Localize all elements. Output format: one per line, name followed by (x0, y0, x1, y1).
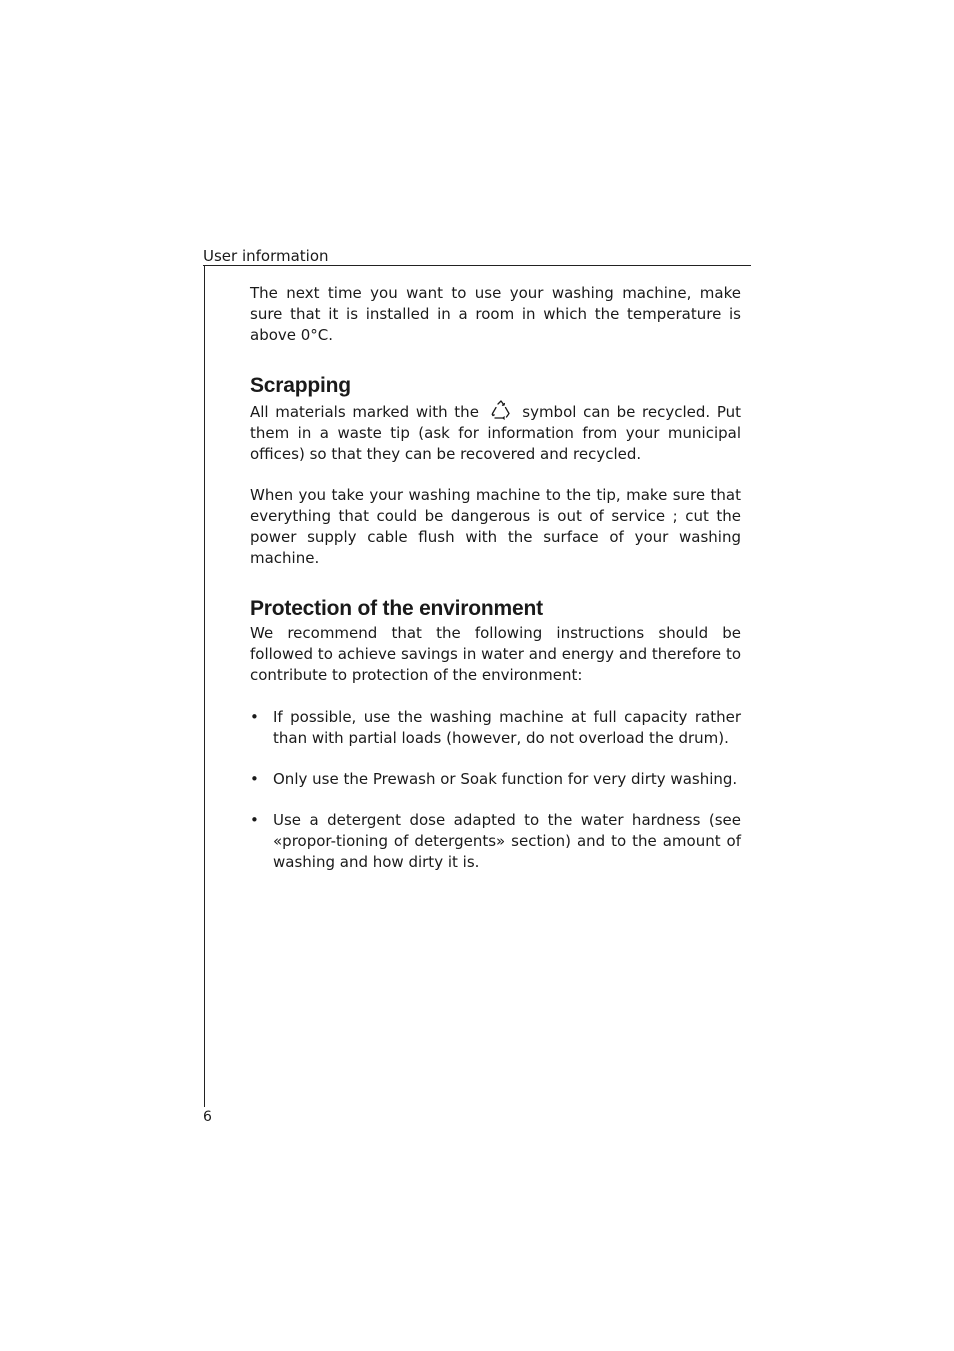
recycle-icon (490, 400, 512, 420)
environment-heading: Protection of the environment (250, 597, 543, 620)
intro-paragraph: The next time you want to use your washing machine, make sure that it is installed in a room in which the temperature is above 0°C. (250, 284, 741, 344)
list-item-text: If possible, use the washing machine at full capacity rather than with partial loads (however, do not overload the drum). (273, 708, 741, 747)
bullet-marker: • (250, 708, 259, 726)
margin-divider (204, 265, 205, 1107)
bullet-marker: • (250, 770, 259, 788)
scrapping-text-after-icon: symbol can be recycled. Put them in a waste tip (ask for information from your municipal offices) so that they can be recovered and recycled. (250, 403, 741, 463)
list-item (250, 707, 741, 749)
section-label: User information (203, 247, 329, 265)
list-item (250, 769, 741, 790)
list-item-text: Only use the Prewash or Soak function for very dirty washing. (273, 770, 738, 788)
page-number: 6 (203, 1109, 212, 1125)
list-item-text: Use a detergent dose adapted to the water hardness (see «propor-tioning of detergents» section) and to the amount of washing and how dirty it is. (273, 811, 741, 871)
scrapping-text-before-icon: All materials marked with the (250, 403, 479, 421)
header-divider (203, 265, 751, 266)
scrapping-heading: Scrapping (250, 374, 351, 397)
page-content (250, 283, 741, 893)
bullet-marker: • (250, 811, 259, 829)
environment-intro: We recommend that the following instructions should be followed to achieve savings in water and energy and therefore to contribute to protection of the environment: (250, 624, 741, 684)
scrapping-paragraph-2: When you take your washing machine to the tip, make sure that everything that could be dangerous is out of service ; cut the power supply cable flush with the surface of your washing machine. (250, 486, 741, 567)
list-item (250, 810, 741, 873)
scrapping-paragraph-1 (250, 400, 741, 465)
environment-list (250, 707, 741, 873)
